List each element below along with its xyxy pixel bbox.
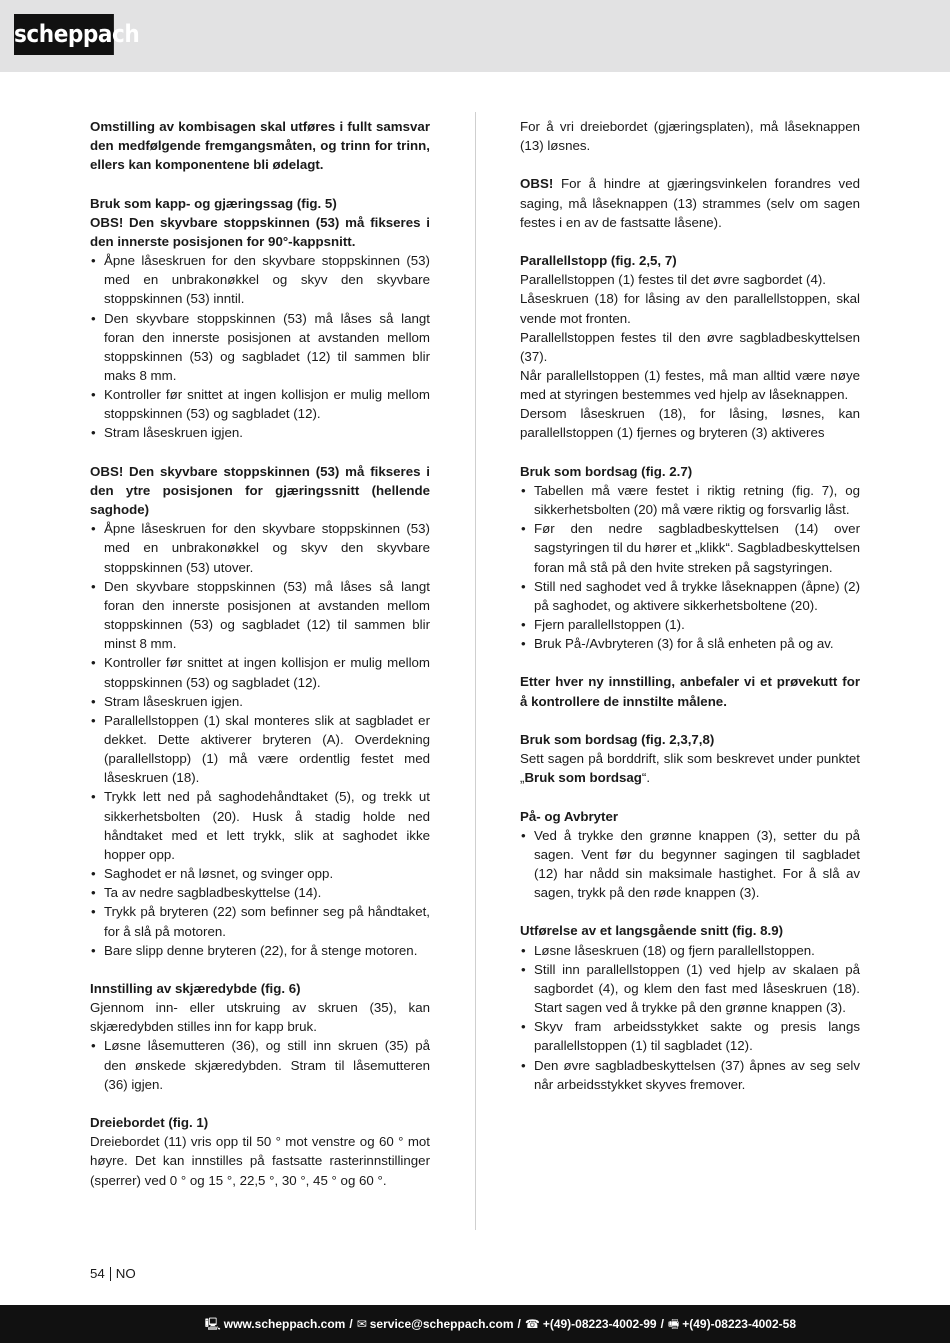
obs-locking-knob xyxy=(520,174,860,231)
list-item: • Den skyvbare stoppskinnen (53) må låses så langt foran den innerste posisjonen at avstanden mellom stoppskinnen (53) og sagbladet (12) til sammen blir maks 8 mm. xyxy=(90,309,430,386)
page-number xyxy=(90,1265,136,1283)
obs-inner-position: OBS! Den skyvbare stoppskinnen (53) må fikseres i den innerste posisjonen for 90°-kappsnitt. xyxy=(90,214,430,249)
section-title-table-saw-2: Bruk som bordsag (fig. 2,3,7,8) xyxy=(520,731,715,747)
parallel-stop-line: Når parallellstoppen (1) festes, må man alltid være nøye med at styringen bestemmes ved hjelp av låseknappen. xyxy=(520,368,860,403)
list-item: • Trykk på bryteren (22) som befinner seg på håndtaket, for å slå på motoren. xyxy=(90,902,430,940)
ref-text-a: Sett sagen på borddrift, slik som beskrevet under punktet „ xyxy=(520,751,860,786)
section-title-turntable: Dreiebordet (fig. 1) xyxy=(90,1115,209,1131)
footer-contact-bar xyxy=(0,1305,950,1343)
obs-text: For å hindre at gjæringsvinkelen forandres ved saging, må låseknappen (13) strammes (selv om sagen festes i en av de fastsatte låsene). xyxy=(520,176,860,230)
cutting-depth-text: Gjennom inn- eller utskruing av skruen (35), kan skjæredybden stilles inn for kapp bruk. xyxy=(90,1000,430,1035)
section-title-miter-saw: Bruk som kapp- og gjæringssag (fig. 5) xyxy=(90,195,337,211)
column-divider xyxy=(475,112,476,1230)
footer-web[interactable]: www.scheppach.com xyxy=(223,1317,346,1331)
list-miter-saw-steps xyxy=(90,251,430,443)
list-item: • Ta av nedre sagbladbeskyttelse (14). xyxy=(90,883,430,902)
fax-icon: 🖷 xyxy=(667,1317,680,1331)
scheppach-logo: scheppach xyxy=(14,14,114,55)
list-item: • Kontroller før snittet at ingen kollisjon er mulig mellom stoppskinnen (53) og sagbladet (12). xyxy=(90,653,430,691)
section-title-table-saw: Bruk som bordsag (fig. 2.7) xyxy=(520,463,693,479)
parallel-stop-line: Parallellstoppen festes til den øvre sagbladbeskyttelsen (37). xyxy=(520,329,860,364)
list-item: • Løsne låsemutteren (36), og still inn skruen (35) på den ønskede skjæredybden. Stram til låsemutteren (36) igjen. xyxy=(90,1036,430,1093)
list-item: • Stram låseskruen igjen. xyxy=(90,692,430,711)
list-item: • Tabellen må være festet i riktig retning (fig. 7), og sikkerhetsbolten (20) må være riktig og forsvarlig låst. xyxy=(520,481,860,519)
list-on-off xyxy=(520,826,860,903)
list-item: • Bare slipp denne bryteren (22), for å stenge motoren. xyxy=(90,941,430,960)
page-number-value: 54 xyxy=(90,1266,105,1281)
footer-email[interactable]: service@scheppach.com xyxy=(369,1317,514,1331)
list-item: • Skyv fram arbeidsstykket sakte og presis langs parallellstoppen (1) til sagbladet (12). xyxy=(520,1017,860,1055)
list-item: • Kontroller før snittet at ingen kollisjon er mulig mellom stoppskinnen (53) og sagbladet (12). xyxy=(90,385,430,423)
parallel-stop-line: Parallellstoppen (1) festes til det øvre sagbordet (4). xyxy=(520,272,826,288)
footer-separator: / xyxy=(517,1317,521,1331)
table-saw-ref-text xyxy=(520,749,860,787)
list-table-saw-steps xyxy=(520,481,860,653)
section-title-rip-cut: Utførelse av et langsgående snitt (fig. 8.9) xyxy=(520,923,784,939)
list-item: • Still inn parallellstoppen (1) ved hjelp av skalaen på sagbordet (4), og klem den fast med låseskruen (18). Start sagen ved å trykke på den grønne knappen (3). xyxy=(520,960,860,1017)
section-title-cutting-depth: Innstilling av skjæredybde (fig. 6) xyxy=(90,980,301,996)
page-number-separator xyxy=(110,1267,111,1281)
turntable-release-text: For å vri dreiebordet (gjæringsplaten), må låseknappen (13) løsnes. xyxy=(520,119,860,154)
list-item: • Fjern parallellstoppen (1). xyxy=(520,615,860,634)
list-item: • Løsne låseskruen (18) og fjern parallellstoppen. xyxy=(520,941,860,960)
ref-text-bold: Bruk som bordsag xyxy=(524,770,642,786)
list-bevel-steps xyxy=(90,519,430,960)
phone-icon: ☎ xyxy=(524,1317,540,1331)
parallel-stop-line: Dersom låseskruen (18), for låsing, løsnes, kan parallellstoppen (1) fjernes og bryteren (3) aktiveres xyxy=(520,406,860,441)
list-item: • Åpne låseskruen for den skyvbare stoppskinnen (53) med en unbrakonøkkel og skyv den skyvbare stoppskinnen (53) utover. xyxy=(90,519,430,576)
list-item: • Still ned saghodet ved å trykke låseknappen (åpne) (2) på saghodet, og aktivere sikkerhetsboltene (20). xyxy=(520,577,860,615)
list-item: • Saghodet er nå løsnet, og svinger opp. xyxy=(90,864,430,883)
footer-separator: / xyxy=(660,1317,664,1331)
section-title-on-off-switch: På- og Avbryter xyxy=(520,808,619,824)
intro-warning: Omstilling av kombisagen skal utføres i fullt samsvar den medfølgende fremgangsmåten, og trinn for trinn, ellers kan komponentene bli ødelagt. xyxy=(90,119,430,173)
list-rip-cut-steps xyxy=(520,941,860,1094)
list-item: • Parallellstoppen (1) skal monteres slik at sagbladet er dekket. Dette aktiverer bryteren (A). Overdekning (parallellstopp) (1) må være ordentlig festet med låseskruen (18). xyxy=(90,711,430,788)
list-item: • Ved å trykke den grønne knappen (3), setter du på sagen. Vent før du begynner sagingen til sagbladet (12) har nådd sin maksimale hastighet. For å slå av sagen, trykk på den røde knappen (3). xyxy=(520,826,860,903)
parallel-stop-line: Låseskruen (18) for låsing av den parallellstoppen, skal vende mot fronten. xyxy=(520,291,860,326)
section-title-parallel-stop: Parallellstopp (fig. 2,5, 7) xyxy=(520,253,677,269)
list-item: • Den skyvbare stoppskinnen (53) må låses så langt foran den innerste posisjonen at avstanden mellom stoppskinnen (53) og sagbladet (12) til sammen blir minst 8 mm. xyxy=(90,577,430,654)
header-band xyxy=(0,0,950,72)
right-column xyxy=(520,117,860,1094)
obs-label: OBS! xyxy=(520,176,554,192)
turntable-text: Dreiebordet (11) vris opp til 50 ° mot venstre og 60 ° mot høyre. Det kan innstilles på fastsatte rasterinnstillinger (sperrer) ved 0 ° og 15 °, 22,5 °, 30 °, 45 ° og 60 °. xyxy=(90,1134,430,1188)
list-cutting-depth xyxy=(90,1036,430,1093)
footer-fax: +(49)-08223-4002-58 xyxy=(682,1317,796,1331)
list-item: • Åpne låseskruen for den skyvbare stoppskinnen (53) med en unbrakonøkkel og skyv den skyvbare stoppskinnen (53) inntil. xyxy=(90,251,430,308)
list-item: • Bruk På-/Avbryteren (3) for å slå enheten på og av. xyxy=(520,634,860,653)
list-item: • Trykk lett ned på saghodehåndtaket (5), og trekk ut sikkerhetsbolten (20). Husk å stadig holde ned håndtaket med et lett trykk, slik at saghodet ikke hopper opp. xyxy=(90,787,430,864)
left-column xyxy=(90,117,430,1190)
test-cut-advice: Etter hver ny innstilling, anbefaler vi et prøvekutt for å kontrollere de innstilte målene. xyxy=(520,674,860,709)
mail-icon: ✉ xyxy=(356,1317,367,1331)
page-language: NO xyxy=(115,1266,136,1281)
monitor-icon: 🖳 xyxy=(204,1317,221,1331)
footer-phone: +(49)-08223-4002-99 xyxy=(542,1317,657,1331)
list-item: • Før den nedre sagbladbeskyttelsen (14) over sagstyringen til du hører et „klikk“. Sagbladbeskyttelsen foran må stå på den hvite streken på sagstyringen. xyxy=(520,519,860,576)
list-item: • Den øvre sagbladbeskyttelsen (37) åpnes av seg selv når arbeidsstykket skyves fremover. xyxy=(520,1056,860,1094)
list-item: • Stram låseskruen igjen. xyxy=(90,423,430,442)
ref-text-b: “. xyxy=(641,770,651,786)
obs-outer-position: OBS! Den skyvbare stoppskinnen (53) må fikseres i den ytre posisjonen for gjæringssnitt (hellende saghode) xyxy=(90,463,430,518)
footer-separator: / xyxy=(349,1317,353,1331)
